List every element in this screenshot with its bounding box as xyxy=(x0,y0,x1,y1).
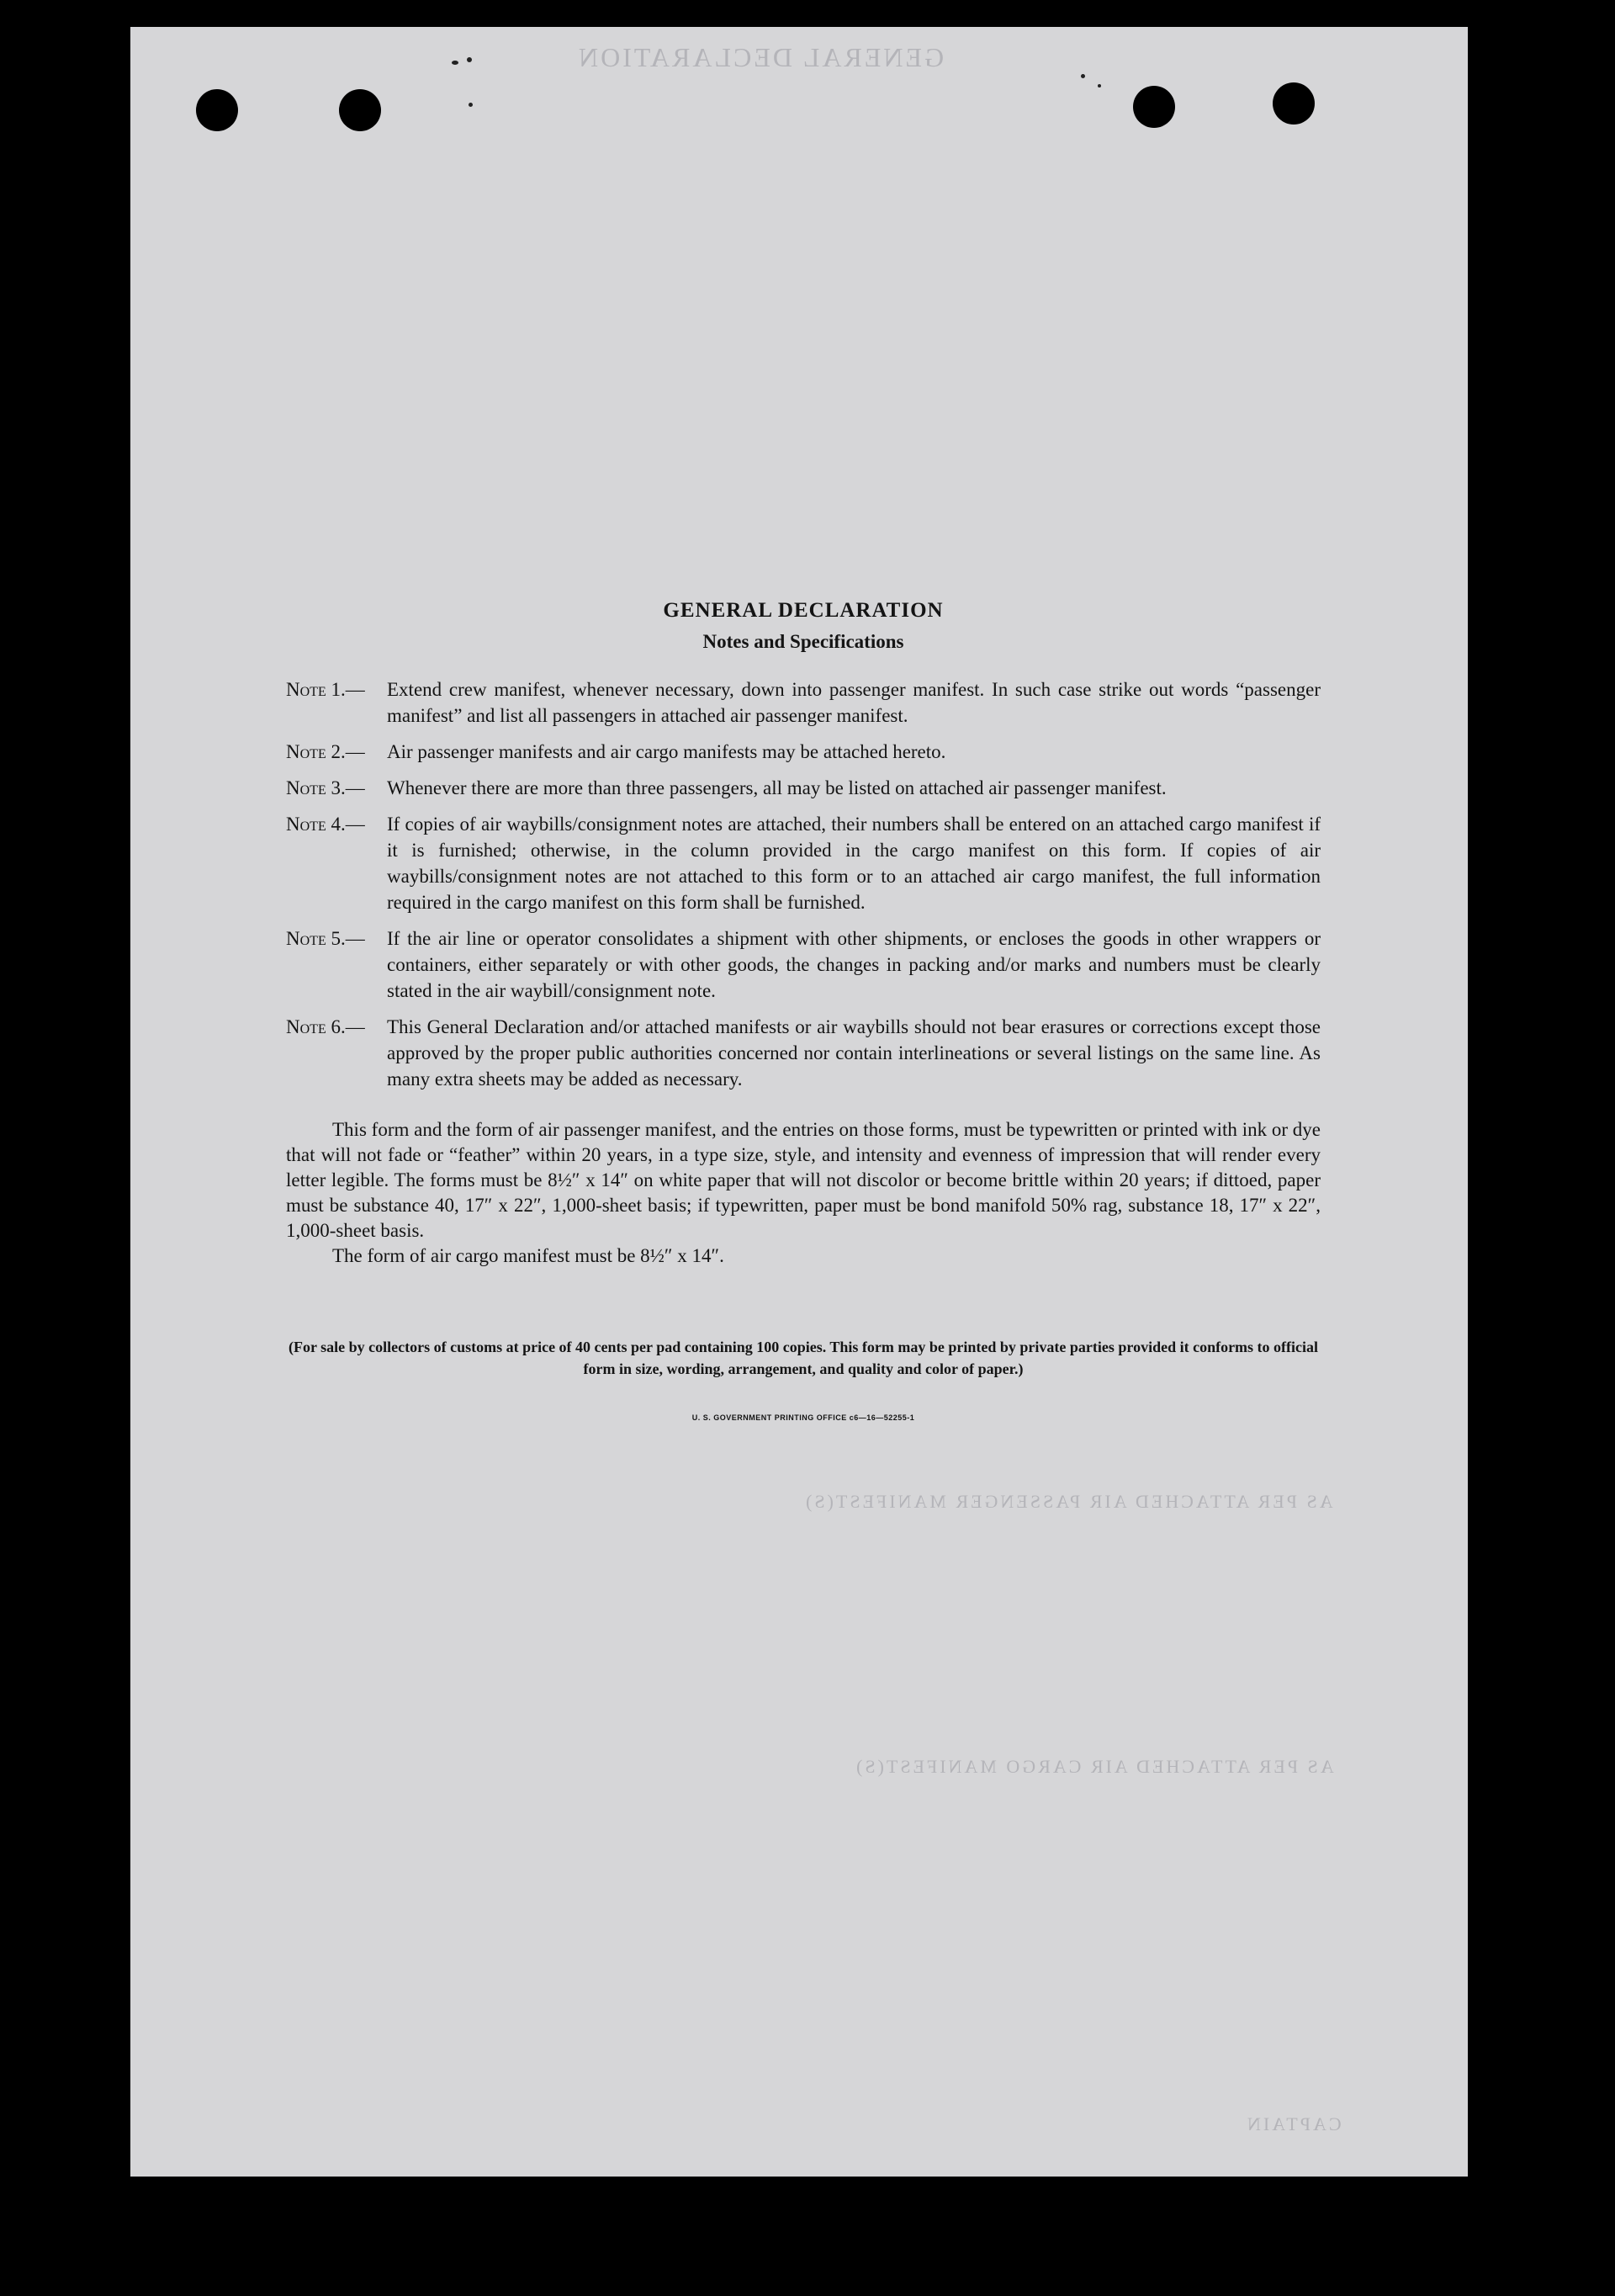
note-label: Note 5.— xyxy=(286,928,365,949)
note-6 xyxy=(286,1014,1321,1092)
note-label: Note 3.— xyxy=(286,777,365,798)
note-label: Note 2.— xyxy=(286,741,365,762)
page-title: GENERAL DECLARATION xyxy=(663,599,944,622)
note-label: Note 1.— xyxy=(286,679,365,700)
note-text: If the air line or operator consolidates a shipment with other shipments, or encloses the goods in other wrappers or containers, either separately or with other goods, the changes in packing and/or marks and numbers must be clearly stated in the air waybill/consignment note. xyxy=(387,928,1321,1001)
punch-hole-1 xyxy=(196,89,238,131)
punch-hole-3 xyxy=(1133,86,1175,128)
bleed-through-captain: CAPTAIN xyxy=(1245,2113,1342,2134)
ink-speck xyxy=(467,57,472,62)
ink-speck xyxy=(452,61,458,65)
bleed-through-cargo: AS PER ATTACHED AIR CARGO MANIFEST(S) xyxy=(854,1756,1334,1777)
ink-speck xyxy=(469,103,473,107)
note-text: Air passenger manifests and air cargo manifests may be attached hereto. xyxy=(387,741,946,762)
note-text: If copies of air waybills/consignment notes are attached, their numbers shall be entered on an attached cargo manifest if it is furnished; otherwise, in the column provided in the cargo manifest on this form. If copies of air waybills/consignment notes are not attached to this form or to an attached air cargo manifest, the full information required in the cargo manifest on this form shall be furnished. xyxy=(387,814,1321,913)
ink-speck xyxy=(1098,84,1101,87)
note-label: Note 6.— xyxy=(286,1016,365,1037)
note-5 xyxy=(286,925,1321,1004)
note-label: Note 4.— xyxy=(286,814,365,835)
punch-hole-4 xyxy=(1273,82,1315,125)
notes-section xyxy=(286,599,1321,1422)
sale-notice: (For sale by collectors of customs at price of 40 cents per pad containing 100 copies. This form may be printed by private parties provided it conforms to official form in size, wording, arrangement, and quality and color of paper.) xyxy=(288,1339,1319,1377)
note-1 xyxy=(286,676,1321,729)
format-requirements-paragraph: This form and the form of air passenger manifest, and the entries on those forms, must be typewritten or printed with ink or dye that will not fade or “feather” within 20 years, in a type size, style, and intensity and evenness of impression that will render every letter legible. The forms must be 8½″ x 14″ on white paper that will not discolor or become brittle within 20 years; if dittoed, paper must be substance 40, 17″ x 22″, 1,000-sheet basis; if typewritten, paper must be bond manifold 50% rag, substance 18, 17″ x 22″, 1,000-sheet basis. xyxy=(286,1119,1321,1241)
document-page xyxy=(130,27,1468,2177)
printing-office-line: U. S. GOVERNMENT PRINTING OFFICE c6—16—52255-1 xyxy=(691,1413,915,1422)
punch-hole-2 xyxy=(339,89,381,131)
note-text: Extend crew manifest, whenever necessary, down into passenger manifest. In such case strike out words “passenger manifest” and list all passengers in attached air passenger manifest. xyxy=(387,679,1321,726)
bleed-through-passenger: AS PER ATTACHED AIR PASSENGER MANIFEST(S) xyxy=(803,1491,1333,1512)
bleed-through-title: GENERAL DECLARATION xyxy=(576,42,945,72)
note-4 xyxy=(286,811,1321,915)
cargo-manifest-size-line: The form of air cargo manifest must be 8½″ x 14″. xyxy=(332,1245,724,1266)
page-subtitle: Notes and Specifications xyxy=(702,631,904,652)
note-3 xyxy=(286,775,1321,801)
note-text: This General Declaration and/or attached manifests or air waybills should not bear erasures or corrections except those approved by the proper public authorities concerned nor contain interlineations or several listings on the same line. As many extra sheets may be added as necessary. xyxy=(387,1016,1321,1090)
note-text: Whenever there are more than three passengers, all may be listed on attached air passenger manifest. xyxy=(387,777,1167,798)
ink-speck xyxy=(1081,74,1085,78)
note-2 xyxy=(286,739,1321,765)
